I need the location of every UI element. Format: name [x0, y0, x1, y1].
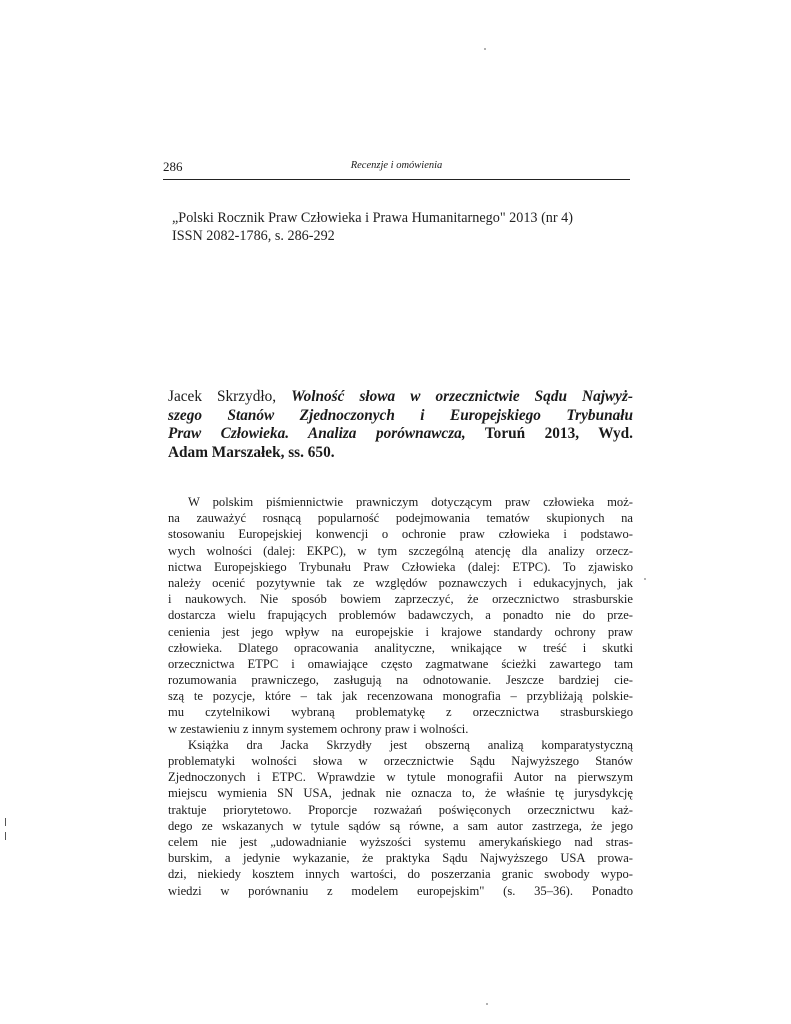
paragraph-2 [168, 737, 633, 899]
text-line: i naukowych. Nie sposób bowiem zaprzeczyć, że orzecznictwo strasburskie [168, 592, 633, 607]
text-line: problematyki wolności słowa w orzecznictwie Sądu Najwyższego Stanów [168, 754, 633, 768]
review-body [168, 494, 633, 899]
text-line: dostarcza wielu frapujących problemów badawczych, a ponadto nie do prze- [168, 608, 633, 623]
review-heading-line-1 [168, 388, 633, 407]
citation-journal-line: „Polski Rocznik Praw Człowieka i Prawa Humanitarnego" 2013 (nr 4) [172, 210, 573, 226]
publisher-pages: Adam Marszałek, ss. 650. [168, 443, 335, 461]
text-line: w zestawieniu z innym systemem ochrony praw i wolności. [168, 721, 469, 736]
page-number: 286 [163, 159, 183, 174]
section-title: Recenzje i omówienia [350, 160, 443, 171]
text-line: dego ze wskazanych w tytule sądów są równe, a sam autor zastrzega, że jego [168, 818, 633, 833]
book-title-part-1: Wolność słowa w orzecznictwie Sądu Najwyż- [291, 388, 634, 405]
book-title-part-2: szego Stanów Zjednoczonych i Europejskiego Trybunału [168, 406, 633, 424]
review-author: Jacek Skrzydło, [168, 388, 277, 405]
scan-margin-mark [5, 818, 6, 826]
review-heading-line-3 [168, 425, 633, 444]
text-line: wych wolności (dalej: EKPC), w tym szczególną atencję dla analizy orzecz- [168, 543, 633, 558]
text-line: wiedzi w porównaniu z modelem europejskim" (s. 35–36). Ponadto [168, 883, 633, 898]
text-line: stosowaniu Europejskiej konwencji o ochronie praw człowieka i podstawo- [168, 527, 633, 542]
text-line: celem nie jest „udowadnianie wyższości systemu amerykańskiego nad stras- [168, 834, 633, 849]
book-title-part-3: Praw Człowieka. Analiza porównawcza, [168, 425, 466, 442]
text-line: należy ocenić pozytywnie tak ze względów poznawczych i edukacyjnych, jak [168, 575, 633, 590]
journal-citation [172, 209, 642, 245]
review-heading [168, 388, 633, 462]
text-line: traktuje priorytetowo. Proporcje rozważań poświęconych orzecznictwu każ- [168, 802, 633, 817]
scan-speck [484, 48, 486, 50]
paragraph-1 [168, 494, 633, 737]
text-line: szą te pozycje, które – tak jak recenzowana monografia – przybliżają polskie- [168, 689, 633, 704]
text-line: orzecznictwa ETPC i omawiające często zagmatwane ścieżki zawartego tam [168, 656, 633, 671]
scan-speck [486, 1003, 488, 1005]
publication-place-year: Toruń 2013, Wyd. [484, 425, 633, 442]
running-head [163, 159, 630, 180]
text-line: na zauważyć rosnącą popularność podejmowania tematów skupionych na [168, 511, 633, 526]
scan-speck [644, 578, 646, 580]
text-line: W polskim piśmiennictwie prawniczym dotyczącym praw człowieka moż- [188, 495, 633, 509]
text-line: dzi, niekiedy kosztem innych wartości, do poszerzania granic swobody wypo- [168, 867, 633, 882]
text-line: Książka dra Jacka Skrzydły jest obszerną analizą komparatystyczną [188, 737, 633, 752]
text-line: cenienia jest jego wpływ na europejskie i krajowe standardy ochrony praw [168, 624, 633, 639]
text-line: miejscu wymienia SN USA, jednak nie oznacza to, że właśnie tę jurysdykcję [168, 786, 633, 801]
text-line: człowieka. Dlatego opracowania analityczne, wnikające w treść i skutki [168, 640, 633, 655]
scan-margin-mark [5, 832, 6, 840]
text-line: rozumowania prawniczego, zasługują na odnotowanie. Jeszcze bardziej cie- [168, 673, 633, 688]
citation-issn-line: ISSN 2082-1786, s. 286-292 [172, 228, 335, 244]
text-line: burskim, a jedynie wykazanie, że praktyka Sądu Najwyższego USA prowa- [168, 851, 633, 866]
text-line: mu czytelnikowi wybraną problematykę z orzecznictwa strasburskiego [168, 705, 633, 720]
text-line: nictwa Europejskiego Trybunału Praw Człowieka (dalej: ETPC). To zjawisko [168, 559, 633, 574]
text-line: Zjednoczonych i ETPC. Wprawdzie w tytule monografii Autor na pierwszym [168, 770, 633, 785]
